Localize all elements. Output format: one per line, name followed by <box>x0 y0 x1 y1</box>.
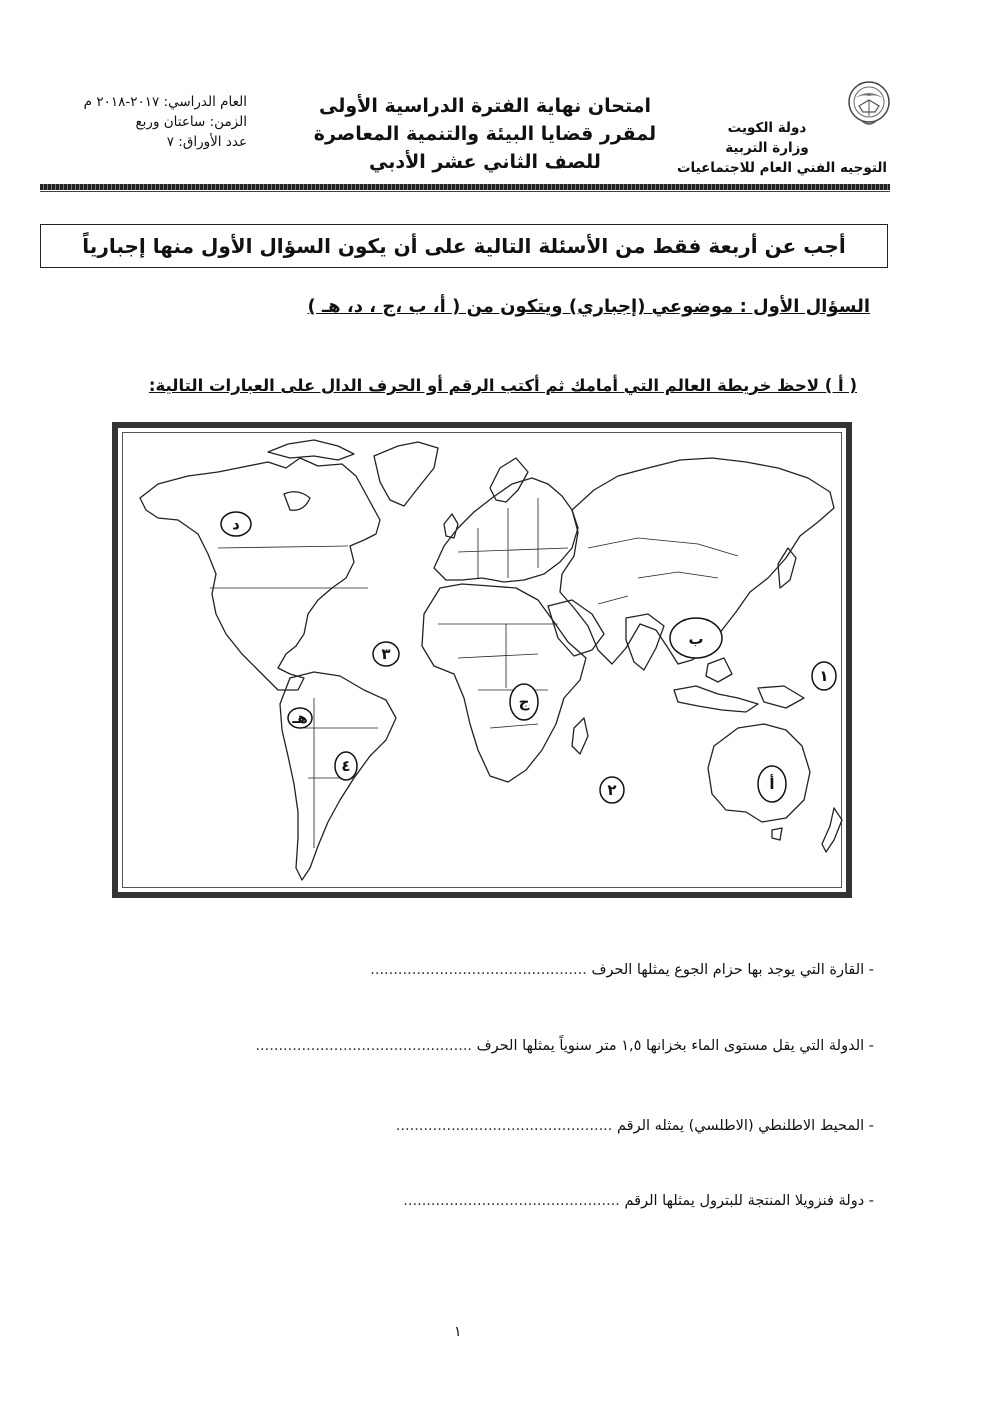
new-guinea-outline <box>758 686 804 708</box>
marker-j <box>510 684 538 720</box>
page-number: ١ <box>454 1324 462 1340</box>
exam-title-line1: امتحان نهاية الفترة الدراسية الأولى <box>319 95 651 117</box>
asia-borders <box>588 538 738 604</box>
question-text: - دولة فنزويلا المنتجة للبترول يمثلها الرقم <box>624 1193 874 1209</box>
africa-borders <box>438 624 558 728</box>
kuwait-emblem-icon <box>845 80 893 132</box>
marker-2-label: ٢ <box>607 781 617 799</box>
world-map-frame <box>112 422 852 898</box>
question-text: - القارة التي يوجد بها حزام الجوع يمثلها الحرف <box>591 962 874 978</box>
answer-blank[interactable]: ............................................... <box>255 1038 473 1054</box>
arabia-outline <box>548 600 604 656</box>
header-ministry <box>672 118 888 178</box>
marker-b-label: ب <box>688 630 704 648</box>
japan-outline <box>778 548 796 588</box>
header-ministry-name: وزارة التربية <box>725 140 809 156</box>
marker-d-label: د <box>232 515 240 533</box>
header-country: دولة الكويت <box>727 120 807 136</box>
indonesia-outline <box>674 686 758 712</box>
na-borders <box>210 546 368 588</box>
answer-blank[interactable]: ............................................... <box>395 1118 613 1134</box>
arctic-islands-outline <box>268 440 354 460</box>
marker-1 <box>812 662 836 690</box>
marker-j-label: ج <box>518 693 530 711</box>
question-item <box>370 962 874 978</box>
page-count: عدد الأوراق: ٧ <box>166 134 247 150</box>
tasmania-outline <box>772 828 782 840</box>
header-exam-info <box>12 92 247 152</box>
exam-title-line3: للصف الثاني عشر الأدبي <box>369 151 601 173</box>
question-text: - الدولة التي يقل مستوى الماء بخزانها ١,٥ متر سنوياً يمثلها الحرف <box>476 1038 874 1054</box>
answer-blank[interactable]: ............................................... <box>370 962 587 978</box>
header-divider-thin <box>40 191 890 192</box>
marker-d <box>221 512 251 536</box>
world-map <box>118 428 846 892</box>
marker-1-label: ١ <box>819 667 829 685</box>
marker-2 <box>600 777 624 803</box>
instruction-box: أجب عن أربعة فقط من الأسئلة التالية على أن يكون السؤال الأول منها إجبارياً <box>40 224 888 268</box>
part-a-title: ( أ ) لاحظ خريطة العالم التي أمامك ثم أكتب الرقم أو الحرف الدال على العبارات التالية: <box>148 376 857 395</box>
north-america-outline <box>140 458 380 690</box>
answer-blank[interactable]: ............................................... <box>403 1193 620 1209</box>
uk-outline <box>444 514 458 538</box>
question-item <box>255 1038 874 1054</box>
header-exam-title <box>290 92 680 176</box>
borneo-outline <box>706 658 732 682</box>
marker-a-label: أ <box>769 775 775 793</box>
europe-borders <box>458 498 568 578</box>
marker-h <box>288 708 312 728</box>
australia-outline <box>708 724 810 822</box>
marker-h-label: هـ <box>292 709 308 727</box>
marker-4-label: ٤ <box>341 757 351 775</box>
madagascar-outline <box>572 718 588 754</box>
header-divider <box>40 184 890 190</box>
header-department: التوجيه الفني العام للاجتماعيات <box>676 160 888 176</box>
exam-duration: الزمن: ساعتان وربع <box>135 114 247 130</box>
hudson-bay-outline <box>284 492 310 511</box>
question-text: - المحيط الاطلنطي (الاطلسي) يمثله الرقم <box>617 1118 874 1134</box>
greenland-outline <box>374 442 438 506</box>
exam-title-line2: لمقرر قضايا البيئة والتنمية المعاصرة <box>313 123 657 145</box>
marker-3 <box>373 642 399 666</box>
question-item <box>396 1118 874 1134</box>
marker-4 <box>335 752 357 780</box>
question-item <box>403 1193 874 1209</box>
marker-b <box>670 618 722 658</box>
europe-outline <box>434 478 578 582</box>
marker-3-label: ٣ <box>381 645 391 663</box>
map-markers <box>221 512 836 803</box>
africa-outline <box>422 584 586 782</box>
marker-a <box>758 766 786 802</box>
academic-year: العام الدراسي: ٢٠١٧-٢٠١٨ م <box>83 94 247 110</box>
india-outline <box>626 614 664 670</box>
new-zealand-outline <box>822 808 842 852</box>
question1-title: السؤال الأول : موضوعي (إجباري) ويتكون من ( أ، ب ،ج ، د، هـ ) <box>307 296 870 317</box>
